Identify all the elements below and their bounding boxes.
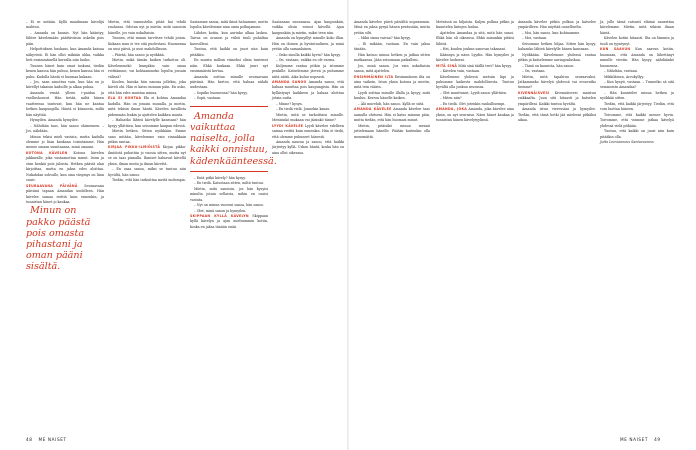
paragraph: – En tiedä. Katsotaan sitten, miltä tuntuu. — [194, 181, 264, 186]
paragraph: – Haluatko lähteä kävelylle kanssani? hän kysyy yllättäen, kun seisomme kaupan edessä. — [108, 118, 186, 128]
spine-gutter — [347, 0, 349, 450]
paragraph: Mietin, mitä sanoisin, jos hän kysyisi minulta jotain sellaista, mihin en osaisi vastata. — [190, 186, 268, 202]
paragraph: – Nähdään, vastaan. — [604, 69, 638, 74]
left-folio — [26, 437, 67, 442]
paragraph: Mietin, mitä tapahtuu seuraavaksi. Jatkammeko kävelyä yhdessä vai eroavatko tiemme? — [518, 74, 596, 90]
paragraph: Mietin, että tunnustelin pitää kai tehdä rauhassa. Odotan nyt ja mietin, mitä sanoisin hänelle, jos vain uskaltaisin. — [108, 20, 186, 35]
paragraph: – Nähdään taas, hän sanoo ohimennen. – Jos, nähdään. — [26, 123, 104, 134]
pull-quote-rule — [190, 171, 268, 172]
paragraph: Kävelen kotiin hitaasti. Ilta on lämmin ja tuuli on tyyntynyt. — [600, 36, 674, 46]
paragraph: – Kävelen vain, vastaan. — [440, 69, 481, 74]
paragraph: Hän katsoo minua hetken ja jatkaa sitten matkaansa. Jään seisomaan paikalleni. — [354, 52, 430, 63]
right-column-1 — [354, 20, 430, 430]
paragraph: Ensimmäinen ilta on aina vaikein. Istun yksin kotona ja mietin, mitä tein väärin. — [354, 74, 430, 90]
paragraph: Saatamme sanoa, mitä ikinä haluamme, mutta lopulta kävelemme aina omia polkujamme. — [190, 20, 268, 30]
paragraph: – Minne? kysyn. — [276, 101, 303, 106]
paragraph: Amanda on hymyillyt minulle koko illan. Hän on iloinen ja hyväntuulinen, ja minä yritän olla samanlainen. — [272, 36, 344, 52]
paragraph: – Onko sinulla kaikki hyvin? hän kysyy. — [276, 52, 341, 57]
paragraph: Tuntuu, että kaikki on juuri niin kuin pitääkin. — [190, 47, 268, 57]
paragraph: Kirjaa pikku-ilmiöistä puhuttiin jo vuosia sitten, mutta nyt se on taas pinnalla. Ihmiset haluavat kävellä yksin, ilman muita ja ilman kiirettä. — [108, 145, 186, 166]
left-column-2 — [108, 20, 186, 430]
paragraph: Amanda nauraa ja sanoo, että kaikki järjestyy kyllä. Uskon häntä, koska hän on aina ollut oikeassa. — [272, 139, 344, 155]
paragraph: – Olet muuttunut, Lyydi sanoo yllättäen. — [440, 90, 508, 95]
left-column-3 — [190, 20, 277, 430]
paragraph: – Amanda on kaunis. Nyt hän kääntyy, lähtee kävelemään päättäväisin askelin pois päin. — [26, 30, 104, 46]
section-lead: LYYDI KÄVELEE — [272, 123, 304, 128]
paragraph: – Mikä sinua vaivaa? hän kysyy. — [358, 36, 411, 41]
section-lead: ENSIMMÄINEN ILTA — [354, 74, 394, 79]
paragraph: – En osaa sanoa, miksi se tuntuu niin hyvältä, hän sanoo. — [108, 167, 186, 177]
paragraph: Amanda sanoo, että haluaa muuttaa pois kaupungista. Hän on kyllästynyt kaikkeen ja haluaa aloittaa jotain uutta. — [272, 79, 344, 101]
section-lead: AMANDA KÄVELEE — [354, 107, 392, 112]
right-column-4 — [600, 20, 674, 430]
paragraph: Seuraavana päivänä tapaan Amandan uudelleen. Hän kävelee samaa reittiä kuin ennenkin, ja tunnistan hänet jo kaukaa. — [26, 183, 104, 204]
section-lead: ELA EI KOHTAA — [108, 96, 142, 101]
section-lead: AMANDA, JOKA — [436, 107, 468, 112]
paragraph: – Kun kysyit, vastaan. – Tunnetko sä sitä semmoista Amandaa? — [600, 79, 674, 90]
paragraph: Toivomme, että kaikki menee hyvin. Toivomme, että voimme jatkaa kävelyä yhdessä vielä pitkään. — [600, 112, 674, 128]
paragraph: – Jos, saan sanottua vain, kun hän on jo kävellyt takaisin kaduille ja alkaa puhua. — [26, 79, 104, 90]
paragraph: Seisomme hetken hiljaa. Sitten hän kysyy, haluanko lähteä kävelylle hänen kanssaan. — [518, 41, 596, 52]
section-lead: MITÄ SINÄ — [436, 63, 458, 68]
paragraph: – Nyt on minun vuoroni sanoa, hän sanoo. — [194, 203, 265, 208]
section-lead: AMANDA SANOO — [272, 79, 307, 84]
paragraph: – Olet, minä sanon ja hymyilen. — [194, 208, 247, 213]
paragraph: – Hei, kuulen jonkun sanovan takanani. — [440, 47, 506, 52]
paragraph: Amanda kävelee taas aamulla ohitseni. Hän ei katso minuun päin, mutta tiedän, että hän huomasi minut. — [354, 107, 430, 123]
paragraph: Amanda venää ylleen t-paidan ja vaellushousut. Hän tietää, miltä hänen vaatteensa tuntuvat, kun hän ne kantaa hetken kaupungilla. Häntä ei kiinnosta, miltä hän näyttää. — [26, 90, 104, 117]
section-lead: KIVENNÄISVESI — [518, 90, 550, 95]
paragraph: Käännyn ja näen Lyydin. Hän hymyilee ja kävelee luokseni. — [436, 52, 514, 63]
paragraph: Skippaan kyllä kävelyn ja ajan mieluummin kotiin, koska en jaksa tänään enää. — [190, 213, 268, 229]
paragraph: – Sopiiko huomenna? hän kysyy. — [194, 90, 248, 95]
paragraph: Ajattelen Amandaa ja sitä, mitä hän sanoi. Ehkä hän oli oikeassa. Ehkä minunkin pitäisi lähteä. — [436, 30, 514, 46]
paragraph: – En tiedä. Olet jotenkin rauhallisempi. — [440, 101, 506, 106]
paragraph: Hymyilen. Amanda hymyilee. — [30, 118, 79, 123]
paragraph: Mietin, mitä se tarkoittaisi minulle. Menisinkö mukaan vai jäisinkö tänne? — [272, 112, 344, 123]
paragraph: Amanda istuu vieressäni ja hymyilee. Tiedän, että tämä hetki jää mieleeni pitkäksi aikaa. — [518, 107, 596, 123]
paragraph: – Sopii, vastaan. — [194, 96, 222, 101]
pull-quote: Amanda vaikuttaa naiselta, jolla kaikki onnistuu, kädenkäänteessä. — [190, 110, 277, 167]
section-lead: KOTONA KÄVELEN — [26, 150, 68, 155]
paragraph: Tunnen, että minun tarvitsee tehdä jotain. Kukaan muu ei tee sitä puolestani. Huomenna on uusi päivä, ja uusi mahdollisuus. — [108, 36, 186, 52]
paragraph: Kivennäisvesi maistuu raikkaalta. Juon sitä hitaasti ja katselen ympärilleni. Kaikki tuntuu hyvältä. — [518, 90, 596, 106]
paragraph: Nyökkään. Kävelemme yhdessä rantaa pitkin ja katselemme auringonlaskua. — [518, 52, 596, 63]
paragraph: – Entä pitkä kävely? hän kysyy. — [194, 175, 246, 180]
paragraph: – Moi, vastaan. — [522, 36, 548, 41]
paragraph: Kuljemme rantaa pitkin ja istumme penkille. Katselemme järveä ja puhumme niitä näitä. Aika kuluu nopeasti. — [272, 63, 344, 79]
paragraph: Tiedän, että hän tarkoittaa meitä molempia. — [112, 178, 186, 183]
paragraph: – On, vastaan. — [522, 69, 546, 74]
left-column-1 — [26, 20, 104, 430]
paragraph: – Älä murehdi, hän sanoo. Kyllä se siitä. — [358, 101, 425, 106]
pull-quote: Minun on pakko päästä pois omasta pihastani ja oman pääni sisältä. — [26, 205, 91, 273]
paragraph: Kun saavun kotiin, huomaan, että Amanda on lähettänyt minulle viestin. Hän kysyy, nähdäänkö huomenna. — [600, 47, 674, 68]
magazine-name: ME NAISET — [620, 437, 649, 442]
paragraph: Mitä sinä täällä teet? hän kysyy. — [458, 63, 512, 68]
paragraph: Kotona kävelen jakkaralle, joka vastaanottaa minut. Istun ja otan kenkiä pois jaloista. Hetken päästä alan kirjoittaa, mutta en jaksa edes aloittaa. Nukahdan sohvalle, kun oma väsymys on liian suuri. — [26, 150, 104, 183]
right-column-2 — [436, 20, 514, 430]
paragraph: Mietin hetken. Sitten nyökkään. Emme sano mitään, kävelemme vain rinnakkain pitkin rantaa. — [108, 129, 186, 144]
paragraph: Ela ei kohtaa Amandaa kadulla. Hän on jossain muualla, ja mietin, mitä tekisin ilman häntä. Kävelen tavallista pidemmän lenkin ja ajattelen kaikkea muuta. — [108, 96, 186, 117]
paragraph: – Ei se mitään. Kyllä maailmaan kävelijä mahtuu. — [26, 20, 104, 30]
paragraph: Lyydi soittaa minulle illalla ja kysyy, mitä kuuluu. Kerron hänelle kaiken. — [354, 90, 430, 101]
paragraph: Tuntuu, että kaikki on juuri niin kuin pitääkin olla. — [600, 129, 674, 139]
paragraph: Mikkiläinen, Arvokyllyy. — [604, 74, 644, 79]
paragraph: Ja, jolle tämä ratsasti eläimä naurattaa kävelemme. Mietin, mitä tekisin ilman häntä. — [600, 20, 674, 35]
paragraph: – On, vastaan, vaikka en ole varma. — [276, 58, 336, 63]
paragraph: Amanda kävelee päivä päivältä nopeammin. Minä en jaksa pysyä hänen perässään, mutta yritän silti. — [354, 20, 430, 35]
paragraph: Mietin, pitäisikö minun mennä juttelemaan hänelle. Päätän kuitenkin olla menemättä. — [354, 123, 430, 139]
paragraph: – Tämä on kaunista, hän sanoo. — [522, 63, 575, 68]
paragraph: Amanda kävelee pitkin polkua ja katselee ympärilleen. Hän näyttää onnelliselta. — [518, 20, 596, 30]
page-number: 48 — [26, 437, 33, 442]
section-lead: SKIPPAAN KYLLÄ KÄVELYN — [190, 213, 249, 218]
paragraph: – Hän kuuntelee minua hetken ja nyökkää sitten. — [600, 90, 674, 101]
paragraph: Minun tekisi mieli vastata, mutta kadulla olemme jo liian kaukana toisistamme. Hän menee omaan suuntaansa, minä omaani. — [26, 134, 104, 150]
paragraph: Amanda soittaa minulle seuraavana päivänä. Hän kertoo, että haluaa nähdä uudestaan. — [190, 74, 268, 90]
paragraph: Amanda, joka kävelee aina yksin, on nyt seurassa. Näen hänet kaukaa ja tunnistan hänen kävelytyylinsä. — [436, 107, 514, 123]
paragraph: Lähden kotiin, kun aurinko alkaa laskea. Taivas on oranssi ja viileä tuuli puhaltaa kasvoilleni. — [190, 30, 268, 46]
paragraph: Kävelemme yhdessä metsän läpi ja puhumme kaikesta mahdollisesta. Tuntuu hyvältä olla jonkun seurassa. — [436, 74, 514, 90]
paragraph: Lyydi kävelee edelleen samaa reittiä kuin ennenkin. Hän ei tiedä, että olemme puhuneet hänestä. — [272, 123, 344, 139]
paragraph: En muista milloin viimeksi olisin tuntenut näin. Ehkä koskaan. Ehkä juuri nyt ensimmäistä kertaa. — [190, 58, 268, 74]
paragraph: Metsässä on hiljaista. Kuljen polkua pitkin ja kuuntelen lintujen laulua. — [436, 20, 514, 30]
pull-quote-rule — [190, 106, 268, 107]
section-lead: KIRJAA PIKKU-ILMIÖISTÄ — [108, 145, 161, 150]
paragraph: – Ei mikään, vastaan. En vain jaksa tänään. — [354, 41, 430, 52]
paragraph: – Moi, hän sanoo, kun kohtaamme. — [522, 30, 581, 35]
paragraph: – En tiedä vielä. Jonnekin kauas. — [276, 107, 331, 112]
author-signature: Jutta Leevianneus Santavuoress — [600, 139, 654, 144]
paragraph: Tiedän, että kaikki järjestyy. Tiedän, että voin luottaa häneen. — [600, 101, 674, 112]
paragraph: Helpottuksen huokaus, kun Amanda katoaa näkyvistä. Ei hän ollut mikään uhka, vaikka heti ensimmäisellä kerralla niin luulin. — [26, 47, 104, 63]
paragraph: Kuulen, kuinka hän nauraa jollekin, joka käveli ohi. Hän ei katso minuun päin. En usko, että hän edes muistaa minua. — [108, 79, 186, 95]
section-lead: SEURAAVANA PÄIVÄNÄ — [26, 183, 78, 188]
paragraph: Jos, minä sanon. Jos vain uskaltaisin sanoa, mitä ajattelen. — [354, 63, 430, 74]
right-column-3 — [518, 20, 596, 430]
right-folio — [620, 437, 661, 442]
section-lead: KUN SAAVUN — [600, 47, 631, 52]
paragraph: Tunnen hänet kuin omat taskuni, tiedän kenen kanssa hän puhuu, kenen kanssa hän ei puhu. Kadulla häntä ei huomaa kukaan. — [26, 63, 104, 79]
magazine-name: ME NAISET — [38, 437, 67, 442]
paragraph: Saatanaan suunnassa. Ajan kaupunkiin, vaikka olisin voinut kävellä. Ajan kaupunkiin ja mietin, miksi teen niin. — [272, 20, 344, 35]
paragraph: Mietin, mikä tämän kaiken tarkoitus oli. Kävelemmekö kumpikin vain omaa reittiämme, vai kohtaammeko lopulta jossain välissä? — [108, 58, 186, 79]
paragraph: – Päivää, hän sanoo ja nyökkää. — [112, 52, 165, 57]
left-column-4 — [272, 20, 344, 430]
paragraph: – Miten niin? — [440, 96, 462, 101]
page-number: 49 — [654, 437, 661, 442]
